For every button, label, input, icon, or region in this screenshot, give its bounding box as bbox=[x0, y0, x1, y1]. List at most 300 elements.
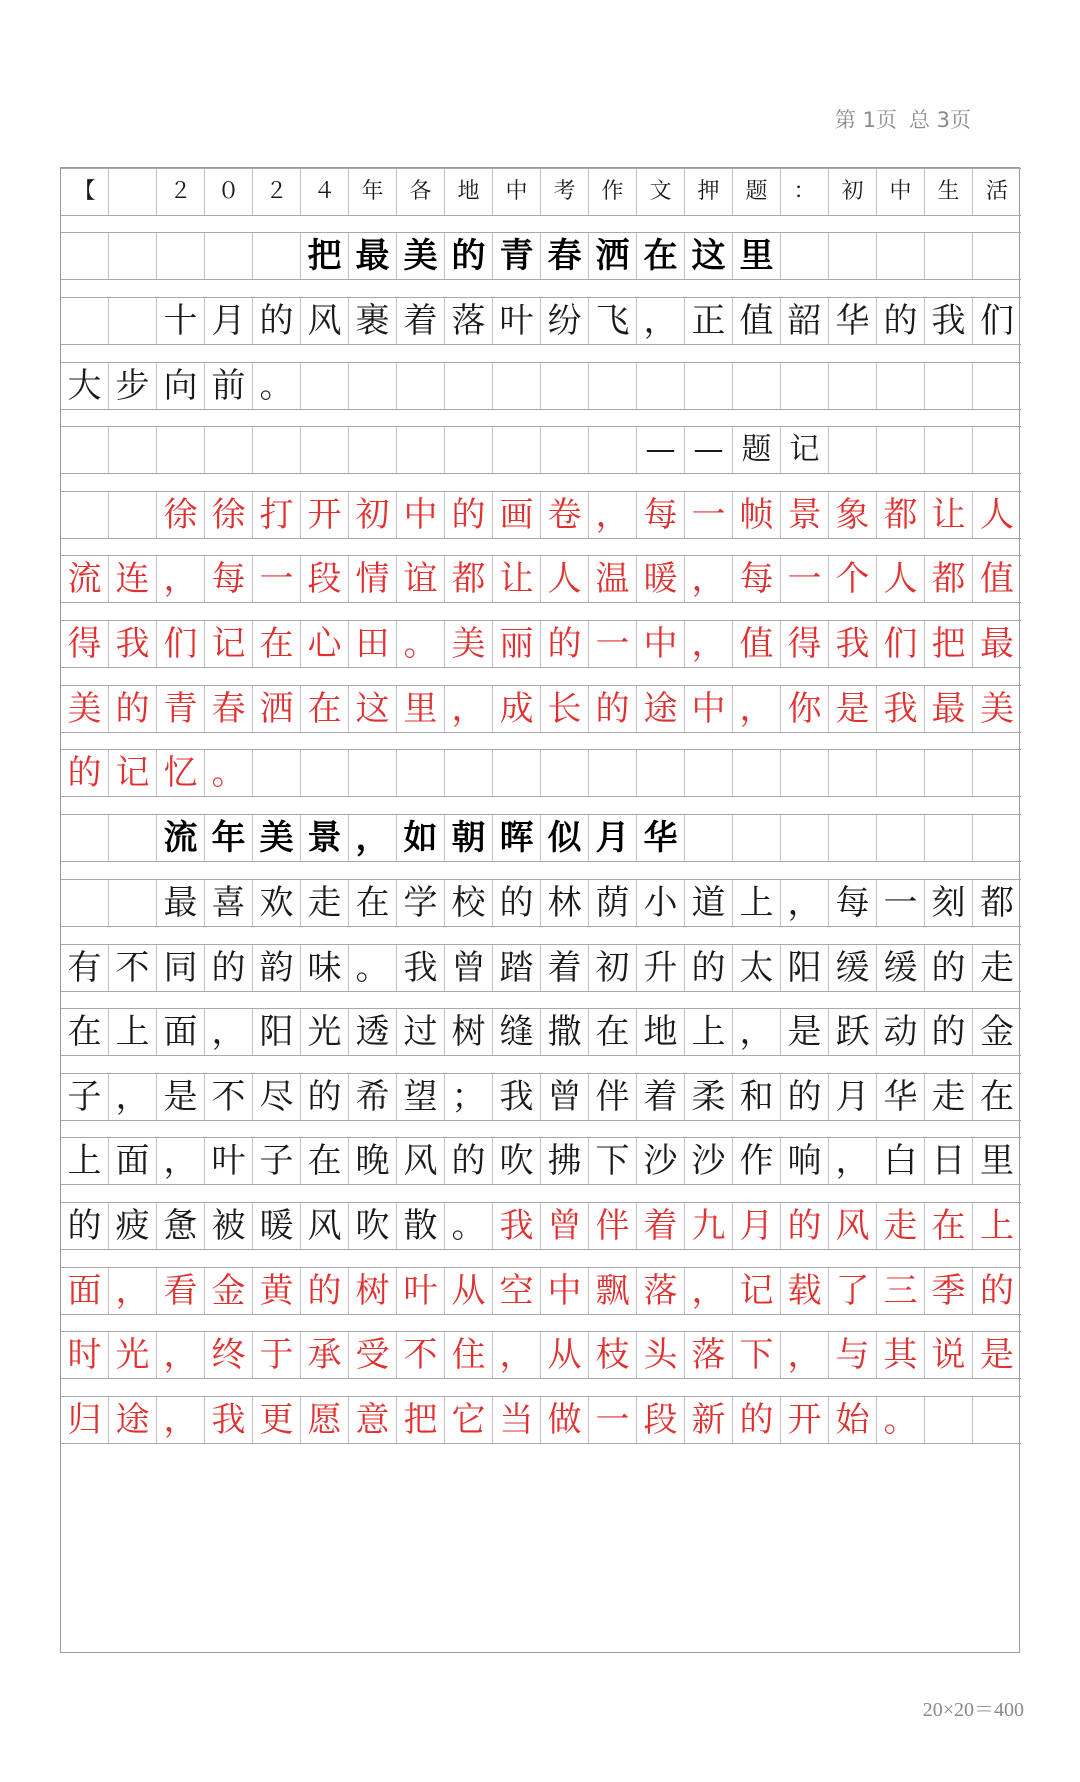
grid-cell: 是 bbox=[829, 686, 877, 732]
grid-cell: 撒 bbox=[541, 1009, 589, 1055]
grid-cell: 把 bbox=[925, 621, 973, 667]
grid-cell: 望 bbox=[397, 1074, 445, 1120]
grid-cell: 的 bbox=[61, 1203, 109, 1249]
grid-cell: 这 bbox=[349, 686, 397, 732]
grid-cell: 段 bbox=[637, 1397, 685, 1443]
grid-cell: 段 bbox=[301, 556, 349, 602]
grid-cell: 的 bbox=[205, 945, 253, 991]
grid-cell bbox=[541, 427, 589, 473]
grid-cell: ， bbox=[733, 1009, 781, 1055]
grid-cell: 升 bbox=[637, 945, 685, 991]
grid-cell: 把 bbox=[301, 233, 349, 279]
grid-cell: 暖 bbox=[637, 556, 685, 602]
grid-cell: 徐 bbox=[157, 492, 205, 538]
grid-cell bbox=[61, 298, 109, 344]
grid-cell: ２ bbox=[157, 169, 205, 215]
grid-cell: 得 bbox=[781, 621, 829, 667]
grid-cell: 韵 bbox=[253, 945, 301, 991]
page-number: 第 1页 bbox=[834, 108, 897, 132]
grid-cell bbox=[829, 815, 877, 861]
grid-cell bbox=[253, 233, 301, 279]
grid-cell: 长 bbox=[541, 686, 589, 732]
grid-cell: 了 bbox=[829, 1268, 877, 1314]
grid-cell: 最 bbox=[925, 686, 973, 732]
grid-cell: 初 bbox=[589, 945, 637, 991]
grid-cell bbox=[301, 363, 349, 409]
grid-cell bbox=[685, 363, 733, 409]
grid-cell: 帧 bbox=[733, 492, 781, 538]
page-total: 总 3页 bbox=[908, 108, 971, 132]
grid-cell: 值 bbox=[733, 298, 781, 344]
grid-cell: 一 bbox=[685, 492, 733, 538]
grid-cell bbox=[781, 815, 829, 861]
grid-cell: 。 bbox=[445, 1203, 493, 1249]
grid-cell: 终 bbox=[205, 1332, 253, 1378]
grid-cell: 途 bbox=[637, 686, 685, 732]
grid-cell: 正 bbox=[685, 298, 733, 344]
grid-cell: ： bbox=[781, 169, 829, 215]
grid-cell: 春 bbox=[541, 233, 589, 279]
grid-cell: 每 bbox=[733, 556, 781, 602]
grid-cell: 个 bbox=[829, 556, 877, 602]
grid-cell: 走 bbox=[980, 948, 1014, 988]
grid-cell bbox=[253, 750, 301, 796]
grid-cell: 我 bbox=[397, 945, 445, 991]
grid-cell bbox=[973, 363, 1021, 409]
grid-cell: 们 bbox=[877, 621, 925, 667]
grid-cell: 树 bbox=[349, 1268, 397, 1314]
grid-cell bbox=[589, 363, 637, 409]
grid-cell: 在 bbox=[589, 1009, 637, 1055]
grid-cell: 归 bbox=[61, 1397, 109, 1443]
grid-cell: 与 bbox=[829, 1332, 877, 1378]
grid-cell: 风 bbox=[301, 298, 349, 344]
grid-cell: 情 bbox=[349, 556, 397, 602]
grid-cell: 活 bbox=[985, 179, 1008, 204]
grid-cell: 始 bbox=[829, 1397, 877, 1443]
grid-cell: 美 bbox=[445, 621, 493, 667]
grid-cell bbox=[301, 750, 349, 796]
grid-cell bbox=[877, 750, 925, 796]
grid-cell: 新 bbox=[685, 1397, 733, 1443]
grid-cell: 丽 bbox=[493, 621, 541, 667]
grid-row bbox=[61, 685, 1021, 733]
grid-cell: 荫 bbox=[589, 880, 637, 926]
grid-cell: 晚 bbox=[349, 1138, 397, 1184]
grid-cell: 校 bbox=[445, 880, 493, 926]
grid-cell: 动 bbox=[877, 1009, 925, 1055]
grid-row bbox=[61, 814, 1021, 862]
grid-cell: 都 bbox=[445, 556, 493, 602]
grid-cell: 希 bbox=[349, 1074, 397, 1120]
grid-cell: 最 bbox=[349, 233, 397, 279]
grid-cell bbox=[589, 427, 637, 473]
grid-cell: 面 bbox=[109, 1138, 157, 1184]
grid-row bbox=[61, 620, 1021, 668]
grid-cell: 一 bbox=[781, 556, 829, 602]
grid-cell: 曾 bbox=[541, 1074, 589, 1120]
grid-cell: 着 bbox=[637, 1203, 685, 1249]
grid-cell: 让 bbox=[493, 556, 541, 602]
grid-cell: 愿 bbox=[301, 1397, 349, 1443]
grid-cell: 透 bbox=[349, 1009, 397, 1055]
grid-cell: 白 bbox=[877, 1138, 925, 1184]
grid-cell bbox=[61, 492, 109, 538]
grid-cell: 走 bbox=[925, 1074, 973, 1120]
grid-cell: 作 bbox=[589, 169, 637, 215]
grid-cell: 是 bbox=[781, 1009, 829, 1055]
grid-cell: 三 bbox=[877, 1268, 925, 1314]
grid-cell: 打 bbox=[253, 492, 301, 538]
grid-cell: 的 bbox=[733, 1397, 781, 1443]
grid-row bbox=[61, 1331, 1021, 1379]
grid-cell: 里 bbox=[980, 1141, 1014, 1181]
grid-cell: 拂 bbox=[541, 1138, 589, 1184]
grid-cell: 初 bbox=[829, 169, 877, 215]
grid-cell bbox=[493, 427, 541, 473]
grid-cell: 头 bbox=[637, 1332, 685, 1378]
grid-cell: 林 bbox=[541, 880, 589, 926]
grid-cell: 的 bbox=[925, 945, 973, 991]
grid-cell bbox=[109, 427, 157, 473]
grid-cell bbox=[877, 815, 925, 861]
grid-cell: 春 bbox=[205, 686, 253, 732]
grid-cell: ２ bbox=[253, 169, 301, 215]
grid-cell bbox=[973, 233, 1021, 279]
grid-cell: 记 bbox=[109, 750, 157, 796]
grid-cell: 道 bbox=[685, 880, 733, 926]
grid-cell: 我 bbox=[877, 686, 925, 732]
grid-cell bbox=[925, 427, 973, 473]
grid-cell: 我 bbox=[109, 621, 157, 667]
grid-cell: 。 bbox=[253, 363, 301, 409]
grid-cell bbox=[157, 427, 205, 473]
grid-cell: 。 bbox=[877, 1397, 925, 1443]
grid-cell: 都 bbox=[925, 556, 973, 602]
grid-cell: 意 bbox=[349, 1397, 397, 1443]
grid-cell: 们 bbox=[980, 301, 1014, 341]
grid-cell bbox=[973, 750, 1021, 796]
grid-cell bbox=[973, 427, 1021, 473]
grid-cell: 最 bbox=[980, 624, 1014, 664]
grid-cell: 每 bbox=[205, 556, 253, 602]
grid-cell: — bbox=[637, 427, 685, 473]
grid-cell: 的 bbox=[109, 686, 157, 732]
grid-cell: 青 bbox=[157, 686, 205, 732]
grid-cell: 落 bbox=[445, 298, 493, 344]
grid-cell: 值 bbox=[980, 559, 1014, 599]
grid-cell: 的 bbox=[253, 298, 301, 344]
grid-cell: ， bbox=[109, 1268, 157, 1314]
grid-cell: 的 bbox=[301, 1268, 349, 1314]
grid-cell bbox=[493, 363, 541, 409]
grid-cell: 金 bbox=[980, 1012, 1014, 1052]
grid-cell bbox=[973, 1397, 1021, 1443]
grid-cell: 开 bbox=[781, 1397, 829, 1443]
grid-cell bbox=[925, 815, 973, 861]
grid-cell: 十 bbox=[157, 298, 205, 344]
grid-cell: 韶 bbox=[781, 298, 829, 344]
grid-cell: 一 bbox=[253, 556, 301, 602]
grid-cell: 风 bbox=[397, 1138, 445, 1184]
grid-cell: 中 bbox=[685, 686, 733, 732]
grid-cell bbox=[829, 233, 877, 279]
grid-cell bbox=[973, 815, 1021, 861]
grid-cell: 柔 bbox=[685, 1074, 733, 1120]
grid-cell: 初 bbox=[349, 492, 397, 538]
grid-cell: 成 bbox=[493, 686, 541, 732]
grid-cell: 着 bbox=[637, 1074, 685, 1120]
grid-cell: 尽 bbox=[253, 1074, 301, 1120]
grid-cell: 前 bbox=[205, 363, 253, 409]
grid-cell bbox=[445, 427, 493, 473]
grid-row bbox=[61, 1008, 1021, 1056]
grid-cell: 光 bbox=[301, 1009, 349, 1055]
grid-cell bbox=[109, 298, 157, 344]
grid-cell: 让 bbox=[925, 492, 973, 538]
grid-cell: 曾 bbox=[445, 945, 493, 991]
grid-cell: 是 bbox=[980, 1335, 1014, 1375]
grid-cell bbox=[61, 880, 109, 926]
grid-cell bbox=[109, 815, 157, 861]
grid-cell: 中 bbox=[541, 1268, 589, 1314]
grid-cell: 的 bbox=[589, 686, 637, 732]
grid-cell: 一 bbox=[589, 621, 637, 667]
grid-cell: 枝 bbox=[589, 1332, 637, 1378]
grid-cell bbox=[925, 233, 973, 279]
grid-cell: 缓 bbox=[877, 945, 925, 991]
grid-cell: ， bbox=[205, 1009, 253, 1055]
grid-cell: 在 bbox=[301, 1138, 349, 1184]
grid-cell: 树 bbox=[445, 1009, 493, 1055]
grid-cell: 美 bbox=[397, 233, 445, 279]
grid-cell: 纷 bbox=[541, 298, 589, 344]
grid-cell: 吹 bbox=[493, 1138, 541, 1184]
grid-cell: 被 bbox=[205, 1203, 253, 1249]
grid-cell bbox=[829, 363, 877, 409]
grid-cell: 在 bbox=[301, 686, 349, 732]
grid-cell: 子 bbox=[61, 1074, 109, 1120]
grid-cell: 景 bbox=[301, 815, 349, 861]
grid-cell: 流 bbox=[61, 556, 109, 602]
grid-cell: 们 bbox=[157, 621, 205, 667]
grid-cell: 记 bbox=[205, 621, 253, 667]
grid-cell: 画 bbox=[493, 492, 541, 538]
grid-cell: 美 bbox=[253, 815, 301, 861]
grid-row bbox=[61, 944, 1021, 992]
grid-cell: 年 bbox=[349, 169, 397, 215]
grid-cell: 黄 bbox=[253, 1268, 301, 1314]
grid-cell: 走 bbox=[301, 880, 349, 926]
grid-cell: 缓 bbox=[829, 945, 877, 991]
grid-cell bbox=[685, 750, 733, 796]
grid-cell: 华 bbox=[637, 815, 685, 861]
grid-cell: 。 bbox=[397, 621, 445, 667]
grid-cell: 的 bbox=[781, 1074, 829, 1120]
grid-cell: 我 bbox=[493, 1074, 541, 1120]
grid-cell: 卷 bbox=[541, 492, 589, 538]
grid-cell bbox=[637, 363, 685, 409]
grid-cell: 洒 bbox=[253, 686, 301, 732]
grid-cell: ， bbox=[829, 1138, 877, 1184]
grid-cell: 华 bbox=[829, 298, 877, 344]
grid-cell: 生 bbox=[925, 169, 973, 215]
grid-cell: 洒 bbox=[589, 233, 637, 279]
grid-cell: ， bbox=[781, 1332, 829, 1378]
grid-cell: 中 bbox=[877, 169, 925, 215]
grid-cell: ， bbox=[157, 1138, 205, 1184]
grid-cell: 朝 bbox=[445, 815, 493, 861]
grid-cell: 步 bbox=[109, 363, 157, 409]
grid-cell bbox=[829, 427, 877, 473]
grid-cell: 学 bbox=[397, 880, 445, 926]
grid-cell: 做 bbox=[541, 1397, 589, 1443]
grid-cell: 在 bbox=[925, 1203, 973, 1249]
grid-cell: 的 bbox=[445, 233, 493, 279]
grid-cell: 值 bbox=[733, 621, 781, 667]
grid-cell bbox=[109, 492, 157, 538]
grid-cell: 徐 bbox=[205, 492, 253, 538]
grid-cell: 一 bbox=[589, 1397, 637, 1443]
grid-cell: ， bbox=[157, 1397, 205, 1443]
grid-row bbox=[61, 879, 1021, 927]
grid-cell: 暖 bbox=[253, 1203, 301, 1249]
grid-cell: 刻 bbox=[925, 880, 973, 926]
grid-cell bbox=[637, 750, 685, 796]
grid-cell: 中 bbox=[397, 492, 445, 538]
grid-cell bbox=[61, 815, 109, 861]
grid-cell: 的 bbox=[493, 880, 541, 926]
page-header bbox=[0, 104, 971, 134]
grid-cell: 落 bbox=[637, 1268, 685, 1314]
grid-cell: 沙 bbox=[685, 1138, 733, 1184]
grid-cell bbox=[781, 750, 829, 796]
grid-cell bbox=[205, 427, 253, 473]
grid-cell: 人 bbox=[980, 495, 1014, 535]
grid-cell: 不 bbox=[109, 945, 157, 991]
grid-cell: 在 bbox=[61, 1009, 109, 1055]
grid-cell bbox=[541, 750, 589, 796]
grid-cell: 似 bbox=[541, 815, 589, 861]
grid-cell bbox=[781, 363, 829, 409]
grid-cell bbox=[781, 233, 829, 279]
grid-cell: ， bbox=[685, 1268, 733, 1314]
grid-cell: 每 bbox=[829, 880, 877, 926]
grid-cell: 都 bbox=[877, 492, 925, 538]
grid-cell: 上 bbox=[109, 1009, 157, 1055]
grid-cell: 欢 bbox=[253, 880, 301, 926]
grid-cell: 记 bbox=[781, 427, 829, 473]
grid-cell: ， bbox=[109, 1074, 157, 1120]
grid-cell: 我 bbox=[925, 298, 973, 344]
grid-cell: 落 bbox=[685, 1332, 733, 1378]
grid-cell: 吹 bbox=[349, 1203, 397, 1249]
grid-cell bbox=[829, 750, 877, 796]
grid-cell: 的 bbox=[541, 621, 589, 667]
grid-cell: 下 bbox=[733, 1332, 781, 1378]
grid-cell: 踏 bbox=[493, 945, 541, 991]
grid-cell: 曾 bbox=[541, 1203, 589, 1249]
grid-cell bbox=[205, 233, 253, 279]
grid-cell: 缝 bbox=[493, 1009, 541, 1055]
grid-cell bbox=[109, 169, 157, 215]
grid-cell: 上 bbox=[685, 1009, 733, 1055]
grid-cell: 人 bbox=[541, 556, 589, 602]
grid-cell: 当 bbox=[493, 1397, 541, 1443]
grid-cell: 同 bbox=[157, 945, 205, 991]
grid-cell: 过 bbox=[397, 1009, 445, 1055]
grid-cell: 散 bbox=[397, 1203, 445, 1249]
grid-cell: 着 bbox=[397, 298, 445, 344]
grid-cell bbox=[301, 427, 349, 473]
grid-cell bbox=[685, 815, 733, 861]
grid-cell: 每 bbox=[637, 492, 685, 538]
grid-cell: 其 bbox=[877, 1332, 925, 1378]
grid-cell: 大 bbox=[61, 363, 109, 409]
grid-cell: 的 bbox=[925, 1009, 973, 1055]
grid-cell: 阳 bbox=[781, 945, 829, 991]
grid-cell: 月 bbox=[829, 1074, 877, 1120]
grid-cell: 风 bbox=[829, 1203, 877, 1249]
grid-cell: 中 bbox=[637, 621, 685, 667]
grid-cell bbox=[397, 427, 445, 473]
grid-row bbox=[61, 168, 1021, 216]
grid-cell: 光 bbox=[109, 1332, 157, 1378]
grid-cell: 惫 bbox=[157, 1203, 205, 1249]
grid-row bbox=[61, 1267, 1021, 1315]
grid-cell: ， bbox=[781, 880, 829, 926]
grid-cell: 它 bbox=[445, 1397, 493, 1443]
grid-cell: 我 bbox=[205, 1397, 253, 1443]
grid-cell: 的 bbox=[781, 1203, 829, 1249]
grid-cell: 开 bbox=[301, 492, 349, 538]
grid-cell: 阳 bbox=[253, 1009, 301, 1055]
grid-cell: 面 bbox=[61, 1268, 109, 1314]
grid-cell bbox=[925, 750, 973, 796]
grid-cell: 有 bbox=[61, 945, 109, 991]
grid-cell bbox=[925, 363, 973, 409]
grid-cell: 叶 bbox=[205, 1138, 253, 1184]
grid-cell: 不 bbox=[397, 1332, 445, 1378]
grid-cell bbox=[445, 363, 493, 409]
grid-cell: 的 bbox=[301, 1074, 349, 1120]
grid-cell bbox=[349, 427, 397, 473]
grid-cell: — bbox=[685, 427, 733, 473]
grid-cell: 载 bbox=[781, 1268, 829, 1314]
grid-cell: ， bbox=[349, 815, 397, 861]
grid-cell: 和 bbox=[733, 1074, 781, 1120]
grid-cell: 在 bbox=[980, 1077, 1014, 1117]
grid-cell: 面 bbox=[157, 1009, 205, 1055]
grid-cell: 连 bbox=[109, 556, 157, 602]
grid-cell: 如 bbox=[397, 815, 445, 861]
grid-cell bbox=[109, 233, 157, 279]
grid-cell: ， bbox=[157, 1332, 205, 1378]
grid-cell: 伴 bbox=[589, 1203, 637, 1249]
grid-cell: 是 bbox=[157, 1074, 205, 1120]
grid-cell: 美 bbox=[980, 689, 1014, 729]
grid-cell: 考 bbox=[541, 169, 589, 215]
grid-cell: 【 bbox=[61, 169, 109, 215]
grid-cell: 我 bbox=[829, 621, 877, 667]
grid-cell: 响 bbox=[781, 1138, 829, 1184]
grid-cell: 题 bbox=[733, 169, 781, 215]
grid-cell: ， bbox=[445, 686, 493, 732]
grid-cell: 押 bbox=[685, 169, 733, 215]
grid-cell: 。 bbox=[205, 750, 253, 796]
grid-cell: ， bbox=[157, 556, 205, 602]
grid-cell: 的 bbox=[61, 750, 109, 796]
